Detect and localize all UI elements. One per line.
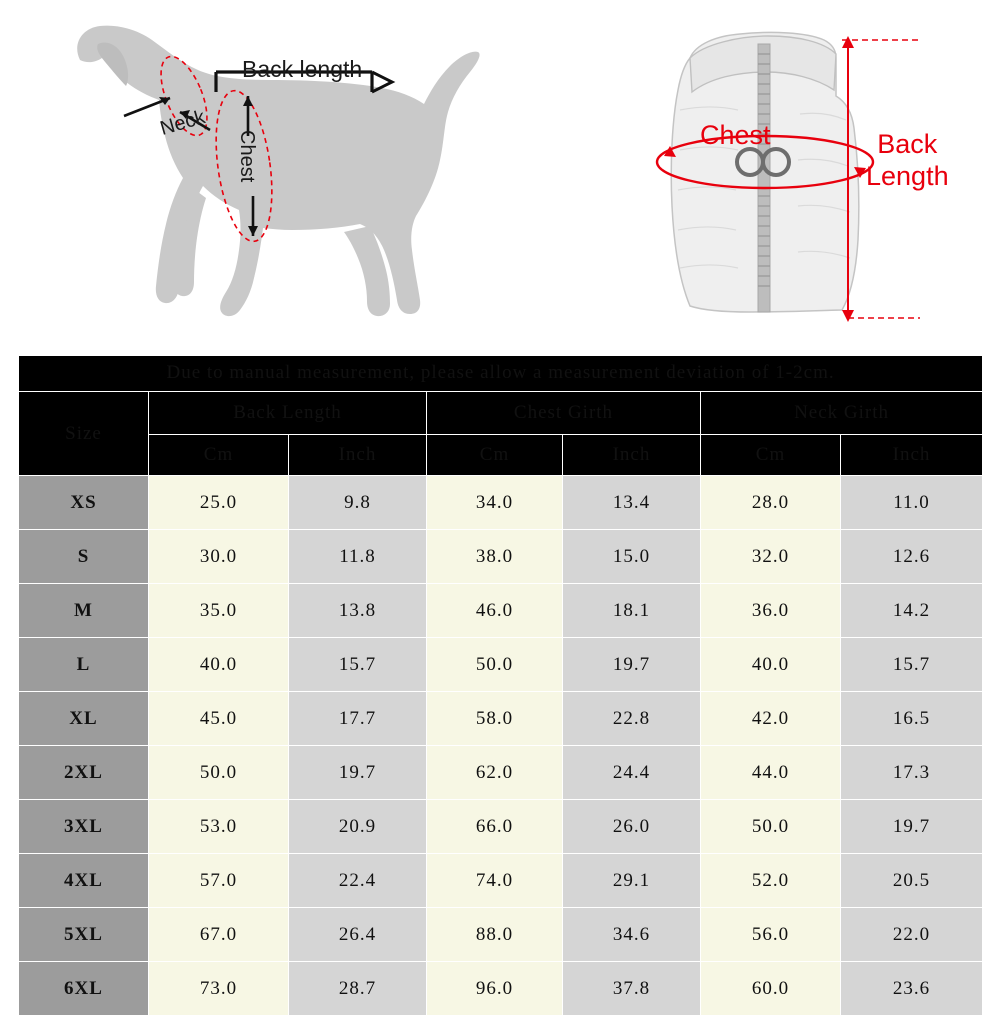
cell-back-length-inch: 9.8 — [289, 476, 427, 530]
cell-neck-cm: 44.0 — [701, 746, 841, 800]
header-back-length: Back Length — [149, 392, 427, 435]
table-row — [19, 476, 983, 530]
table-row — [19, 530, 983, 584]
header-neck-girth: Neck Girth — [701, 392, 983, 435]
cell-chest-inch: 22.8 — [563, 692, 701, 746]
cell-back-length-inch: 15.7 — [289, 638, 427, 692]
row-size: XS — [19, 476, 149, 530]
row-size: 4XL — [19, 854, 149, 908]
header-unit-3: Inch — [563, 435, 701, 476]
vest-back-length-line1: Back — [877, 129, 938, 159]
dog-silhouette-icon — [20, 0, 520, 352]
table-row — [19, 692, 983, 746]
cell-neck-inch: 17.3 — [841, 746, 983, 800]
cell-neck-cm: 42.0 — [701, 692, 841, 746]
row-size: L — [19, 638, 149, 692]
cell-neck-cm: 60.0 — [701, 962, 841, 1016]
cell-neck-inch: 20.5 — [841, 854, 983, 908]
cell-neck-cm: 40.0 — [701, 638, 841, 692]
cell-neck-inch: 22.0 — [841, 908, 983, 962]
cell-chest-cm: 58.0 — [427, 692, 563, 746]
cell-chest-cm: 96.0 — [427, 962, 563, 1016]
table-row — [19, 854, 983, 908]
cell-chest-inch: 15.0 — [563, 530, 701, 584]
cell-back-length-inch: 28.7 — [289, 962, 427, 1016]
cell-chest-cm: 38.0 — [427, 530, 563, 584]
cell-back-length-cm: 25.0 — [149, 476, 289, 530]
header-chest-girth: Chest Girth — [427, 392, 701, 435]
row-size: M — [19, 584, 149, 638]
cell-chest-cm: 74.0 — [427, 854, 563, 908]
cell-neck-inch: 12.6 — [841, 530, 983, 584]
cell-back-length-inch: 17.7 — [289, 692, 427, 746]
vest-diagram — [620, 10, 990, 350]
cell-back-length-cm: 67.0 — [149, 908, 289, 962]
row-size: 5XL — [19, 908, 149, 962]
table-row — [19, 962, 983, 1016]
header-unit-1: Inch — [289, 435, 427, 476]
cell-neck-cm: 36.0 — [701, 584, 841, 638]
cell-neck-inch: 15.7 — [841, 638, 983, 692]
header-size: Size — [19, 392, 149, 476]
size-table — [18, 355, 983, 1016]
table-row — [19, 800, 983, 854]
cell-neck-cm: 52.0 — [701, 854, 841, 908]
cell-neck-inch: 11.0 — [841, 476, 983, 530]
row-size: 2XL — [19, 746, 149, 800]
cell-chest-inch: 18.1 — [563, 584, 701, 638]
table-row — [19, 746, 983, 800]
measurement-note: Due to manual measurement, please allow a measurement deviation of 1-2cm. — [19, 356, 983, 392]
cell-neck-inch: 23.6 — [841, 962, 983, 1016]
illustration-area — [0, 0, 1000, 352]
header-group-row — [19, 392, 983, 435]
dog-chest-label: Chest — [236, 130, 258, 183]
cell-chest-cm: 46.0 — [427, 584, 563, 638]
dog-neck-label: Neck — [157, 106, 208, 140]
cell-neck-inch: 19.7 — [841, 800, 983, 854]
cell-chest-inch: 19.7 — [563, 638, 701, 692]
cell-chest-inch: 26.0 — [563, 800, 701, 854]
cell-back-length-inch: 26.4 — [289, 908, 427, 962]
cell-neck-inch: 14.2 — [841, 584, 983, 638]
cell-back-length-cm: 45.0 — [149, 692, 289, 746]
cell-back-length-cm: 57.0 — [149, 854, 289, 908]
header-unit-0: Cm — [149, 435, 289, 476]
header-unit-4: Cm — [701, 435, 841, 476]
cell-chest-inch: 37.8 — [563, 962, 701, 1016]
cell-chest-inch: 29.1 — [563, 854, 701, 908]
cell-chest-cm: 50.0 — [427, 638, 563, 692]
row-size: XL — [19, 692, 149, 746]
vest-back-length-line2: Length — [866, 161, 949, 192]
dog-back-length-label: Back length — [242, 56, 363, 82]
size-table-wrapper — [18, 355, 982, 1016]
cell-back-length-cm: 40.0 — [149, 638, 289, 692]
vest-chest-label: Chest — [700, 120, 771, 150]
cell-chest-inch: 24.4 — [563, 746, 701, 800]
cell-chest-cm: 88.0 — [427, 908, 563, 962]
cell-back-length-inch: 13.8 — [289, 584, 427, 638]
table-row — [19, 908, 983, 962]
cell-chest-cm: 62.0 — [427, 746, 563, 800]
cell-back-length-inch: 22.4 — [289, 854, 427, 908]
cell-neck-cm: 50.0 — [701, 800, 841, 854]
cell-neck-cm: 32.0 — [701, 530, 841, 584]
table-row — [19, 584, 983, 638]
row-size: 3XL — [19, 800, 149, 854]
cell-back-length-inch: 11.8 — [289, 530, 427, 584]
cell-back-length-cm: 35.0 — [149, 584, 289, 638]
cell-back-length-inch: 20.9 — [289, 800, 427, 854]
vest-back-length-label — [866, 128, 949, 193]
cell-back-length-cm: 30.0 — [149, 530, 289, 584]
row-size: S — [19, 530, 149, 584]
cell-neck-cm: 56.0 — [701, 908, 841, 962]
cell-back-length-cm: 73.0 — [149, 962, 289, 1016]
dog-diagram — [20, 0, 520, 352]
header-unit-2: Cm — [427, 435, 563, 476]
measurement-note-row — [19, 356, 983, 392]
cell-back-length-cm: 53.0 — [149, 800, 289, 854]
cell-chest-inch: 13.4 — [563, 476, 701, 530]
header-unit-5: Inch — [841, 435, 983, 476]
row-size: 6XL — [19, 962, 149, 1016]
cell-back-length-cm: 50.0 — [149, 746, 289, 800]
table-row — [19, 638, 983, 692]
cell-neck-inch: 16.5 — [841, 692, 983, 746]
cell-chest-inch: 34.6 — [563, 908, 701, 962]
cell-back-length-inch: 19.7 — [289, 746, 427, 800]
cell-neck-cm: 28.0 — [701, 476, 841, 530]
header-unit-row — [19, 435, 983, 476]
cell-chest-cm: 34.0 — [427, 476, 563, 530]
cell-chest-cm: 66.0 — [427, 800, 563, 854]
